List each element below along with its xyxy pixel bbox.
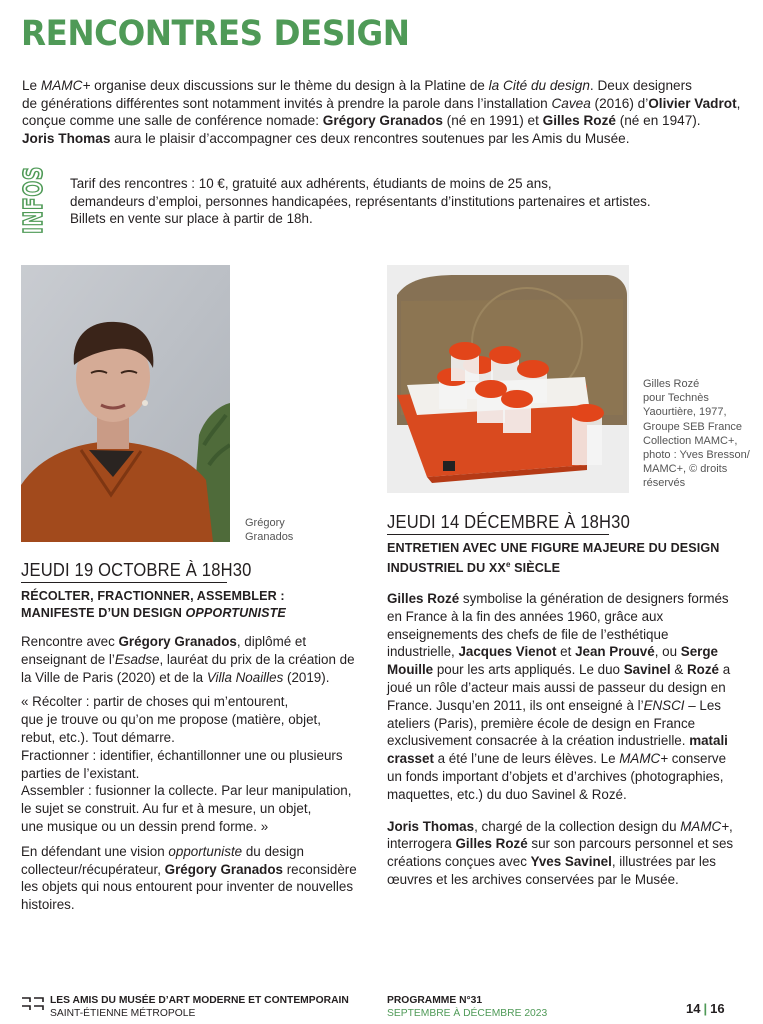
text-run: a joué un rôle d’acteur mais aussi de passeur du design en France. Jusqu’en 2011, ils ont enseigné à l’ [387,662,731,713]
caption-line: photo : Yves Bresson/ [643,449,750,462]
text-run-bold: Grégory Granados [322,113,443,129]
text-run-bold: Grégory Granados [164,861,283,877]
intro-text [22,77,742,147]
text-run: , ou [654,644,681,660]
text-run: reconsidère les objets qui nous entourent pour inventer de nouvelles histoires. [21,861,357,913]
text-run-bold: Savinel [623,662,671,678]
yogurt-maker-caption [643,377,758,491]
event1-body [21,633,361,921]
text-run-italic: Villa Noailles [206,669,284,685]
text-run: , diplômé et enseignant de l’ [21,634,307,667]
text-run: En défendant une vision [21,843,169,859]
infos-line-3: Billets en vente sur place à partir de 18h. [70,211,313,226]
intro-line [22,112,742,130]
text-run: & [670,662,687,678]
page-total: 16 [710,1001,725,1016]
footer-org-name: LES AMIS DU MUSÉE D’ART MODERNE ET CONTEMPORAIN [50,995,349,1006]
event2-subtitle-line1: ENTRETIEN AVEC UNE FIGURE MAJEURE DU DESIGN [387,541,720,555]
caption-line: Granados [245,531,294,544]
caption-line: Yaourtière, 1977, [643,406,727,419]
page-title: RENCONTRES DESIGN [21,14,410,54]
text-run-bold: Gilles Rozé [387,591,460,606]
text-run: pour les arts appliqués. Le duo [433,662,624,678]
intro-p1: Le MAMC+ organise deux discussions sur le thème du design à la Platine de la Cité du design. Deux designers [22,78,692,93]
footer-org-city: SAINT-ÉTIENNE MÉTROPOLE [50,1008,196,1019]
quote-line: Fractionner : identifier, échantillonner une ou plusieurs [21,747,343,763]
caption-line: MAMC+, © droits [643,463,728,476]
event1-date: JEUDI 19 OCTOBRE À 18H30 [21,560,252,580]
event2-paragraph-1 [387,590,737,804]
event2-body [387,590,737,896]
portrait-photo [21,265,230,542]
event1-subtitle-line1: RÉCOLTER, FRACTIONNER, ASSEMBLER : [21,589,285,603]
event2-subtitle-sup: e [505,559,511,569]
text-run-bold: Joris Thomas [22,130,111,146]
text-run-italic: opportuniste [168,843,243,859]
event2-subtitle-line2-end: SIÈCLE [510,560,561,575]
intro-line [22,77,742,95]
event1-paragraph-3 [21,843,361,914]
event2-date: JEUDI 14 DÉCEMBRE À 18H30 [387,512,630,532]
text-run: symbolise la génération de designers formés en France à la fin des années 1960, grâce aux enseignements des chefs de file de l’esthétique industrielle, [387,591,729,660]
text-run-italic: Cavea [551,95,591,111]
infos-label [17,138,49,236]
page-number [686,1001,725,1016]
quote-line: une musique ou un dessin prend forme. » [21,818,269,834]
text-run: – Les ateliers (Paris), première école de design en France exclusivement consacrée à la création industrielle. [387,697,721,749]
event1-subtitle-line2: MANIFESTE D’UN DESIGN [21,605,186,620]
caption-line: Collection MAMC+, [643,434,738,447]
event1-subtitle-emph: OPPORTUNISTE [185,605,286,620]
text-run-bold: Grégory Granados [118,634,237,649]
event2-paragraph-2 [387,818,737,889]
text-run-bold: Rozé [686,662,719,678]
text-run: , illustrées par les œuvres et les archives conservées par le Musée. [387,854,717,887]
text-run-italic: MAMC+ [40,78,91,93]
event2-subtitle [387,540,719,576]
event1-paragraph-1 [21,633,361,686]
text-run: , interrogera [387,818,733,852]
text-run: (2019). [283,669,330,685]
caption-line: Groupe SEB France [643,420,743,433]
event1-quote [21,693,361,835]
text-run-bold: Jacques Vienot [458,644,557,660]
text-run: , lauréat du prix de la création de la Ville de Paris (2020) et de la [21,651,355,685]
text-run-italic: Esadse [114,651,160,667]
text-run: et [556,644,576,660]
text-run: Rencontre avec [21,634,119,649]
text-run-bold: Yves Savinel [530,854,612,870]
caption-line: pour Technès [643,392,709,405]
footer-programme-number: PROGRAMME N°31 [387,995,483,1006]
intro-p4: Joris Thomas aura le plaisir d’accompagner ces deux rencontres soutenues par les Amis du Musée. [22,130,630,146]
text-run-italic: MAMC+ [619,751,669,767]
quote-line: Assembler : fusionner la collecte. Par leur manipulation, [21,783,352,799]
text-run-bold: Gilles Rozé [455,836,528,852]
text-run-bold: Serge Mouille [387,644,718,678]
quote-line: le sujet se construit. Au fur et à mesure, un objet, [21,801,312,817]
page-current: 14 [686,1001,701,1016]
caption-line: Gilles Rozé [643,378,700,390]
caption-line: Grégory [245,517,285,529]
quote-line: parties de l’existant. [21,765,140,781]
caption-line: réservés [643,477,686,490]
intro-line [22,95,742,113]
text-run: a été l’une de leurs élèves. Le [433,751,620,767]
footer-programme-period: SEPTEMBRE À DÉCEMBRE 2023 [387,1008,548,1019]
text-run: sur son parcours personnel et ses créations conçues avec [387,836,734,870]
museum-logo-icon [21,996,45,1012]
text-run-italic: MAMC+ [680,818,730,834]
infos-line-1: Tarif des rencontres : 10 €, gratuité aux adhérents, étudiants de moins de 25 ans, [70,176,552,191]
event2-underline [387,534,609,535]
infos-line-2: demandeurs d’emploi, personnes handicapées, représentants d’institutions partenaires et artistes. [70,193,651,209]
text-run: du design collecteur/récupérateur, [21,843,304,877]
text-run-bold: Jean Prouvé [575,644,655,660]
intro-line [22,130,742,148]
quote-line: « Récolter : partir de choses qui m’entourent, [21,694,289,710]
text-run-italic: ENSCI [643,697,685,713]
text-run: conserve un fonds important d’objets et d’archives (photographies, maquettes, etc.) du duo Savinel & Rozé. [387,751,727,802]
intro-p2: de générations différentes sont notamment invités à prendre la parole dans l’installation Cavea (2016) d’Olivier Vadrot, [22,95,741,111]
quote-line: que je trouve ou qu’on me propose (matière, objet, [21,712,321,728]
footer-organization [50,994,349,1020]
infos-label-text: INFOS [19,138,49,234]
text-run-bold: matali crasset [387,733,728,767]
text-run-bold: Gilles Rozé [542,113,616,129]
text-run: , chargé de la collection design du [474,818,681,834]
intro-p3: conçue comme une salle de conférence nomade: Grégory Granados (né en 1991) et Gilles Rozé (né en 1947). [22,113,701,129]
yogurt-maker-photo [387,265,629,493]
footer-programme [387,994,547,1020]
event1-subtitle [21,588,286,621]
infos-text [70,175,730,228]
quote-line: rebut, etc.). Tout démarre. [21,729,175,745]
event2-subtitle-line2: INDUSTRIEL DU XX [387,560,506,575]
text-run-bold: Olivier Vadrot [648,95,737,111]
portrait-caption [245,516,335,544]
text-run-bold: Joris Thomas [387,818,475,834]
page-separator: | [703,1001,708,1016]
event1-underline [21,582,227,583]
text-run-italic: la Cité du design [488,78,590,93]
